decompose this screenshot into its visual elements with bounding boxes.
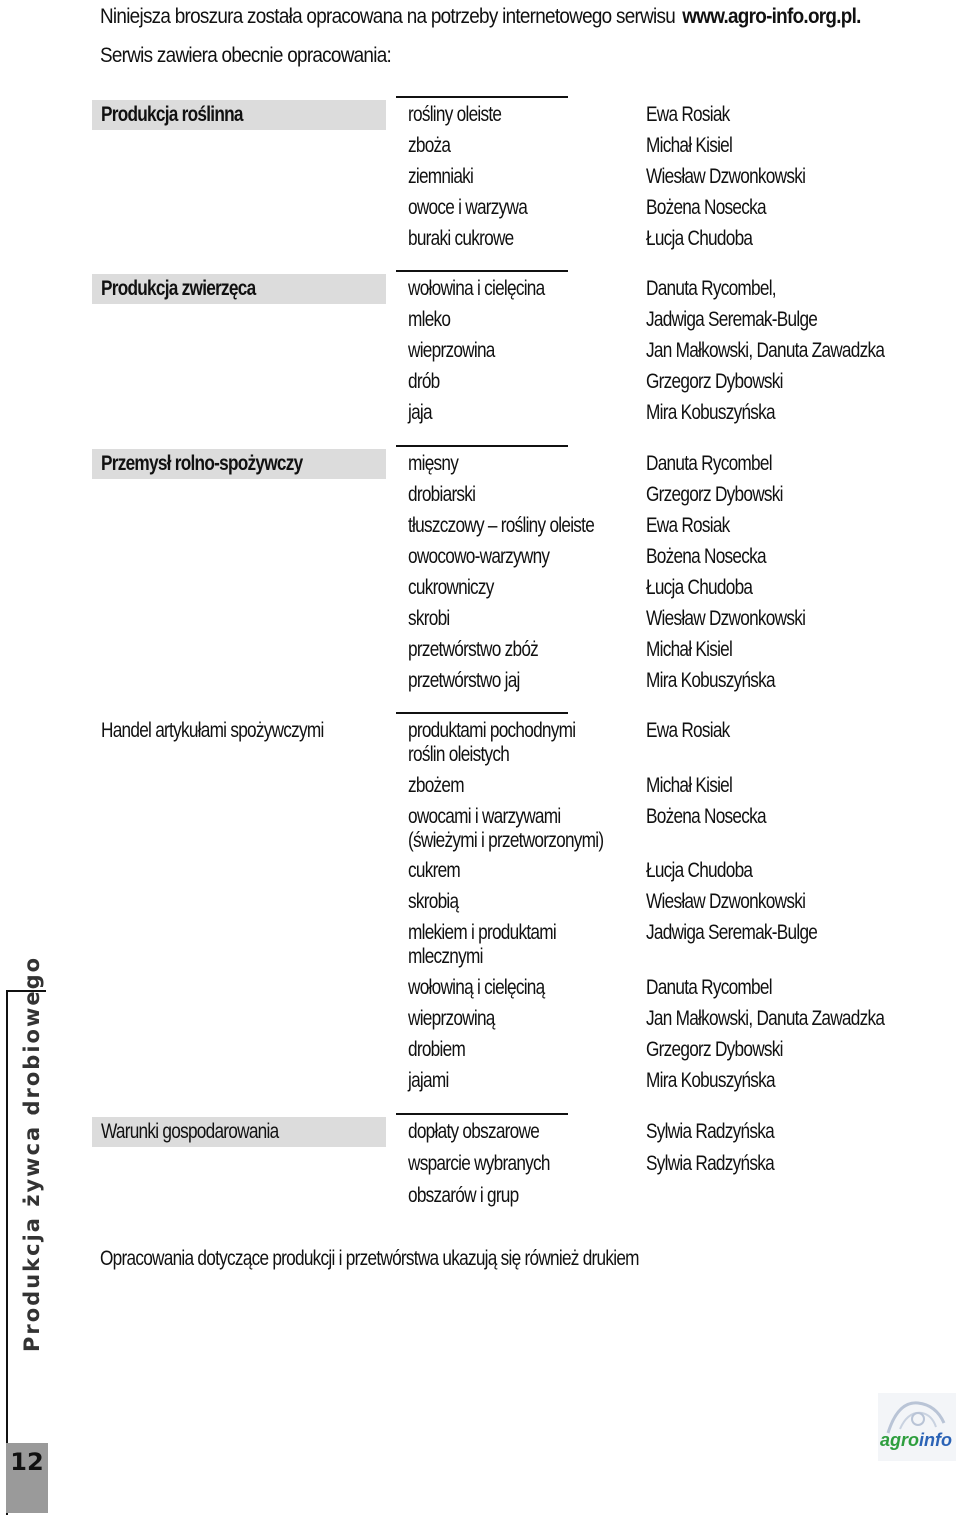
topic-item: dopłaty obszarowe [408, 1120, 540, 1143]
topic-item: mlekiem i produktami mlecznymi [408, 921, 556, 968]
category-label: Produkcja roślinna [101, 103, 243, 126]
topic-item: owocami i warzywami (świeżymi i przetworzonymi) [408, 805, 604, 852]
topic-item: skrobią [408, 890, 459, 913]
author-name: Bożena Nosecka [646, 196, 766, 219]
logo-info-text: info [919, 1430, 953, 1450]
author-name: Mira Kobuszyńska [646, 401, 775, 424]
topic-item: wieprzowiną [408, 1007, 495, 1030]
author-name: Grzegorz Dybowski [646, 1038, 783, 1061]
author-name: Bożena Nosecka [646, 545, 766, 568]
category-label: Produkcja zwierzęca [101, 277, 256, 300]
topic-item: drób [408, 370, 440, 393]
author-name: Ewa Rosiak [646, 514, 730, 537]
topic-item: cukrowniczy [408, 576, 494, 599]
topic-item: wołowiną i cielęciną [408, 976, 545, 999]
author-name: Jadwiga Seremak-Bulge [646, 308, 818, 331]
author-name: Ewa Rosiak [646, 103, 730, 126]
topic-item: wsparcie wybranych [408, 1152, 550, 1175]
topic-item: mleko [408, 308, 451, 331]
section-divider [396, 96, 568, 98]
author-name: Grzegorz Dybowski [646, 483, 783, 506]
author-name: Bożena Nosecka [646, 805, 766, 828]
topic-item: buraki cukrowe [408, 227, 514, 250]
author-name: Mira Kobuszyńska [646, 669, 775, 692]
author-name: Jan Małkowski, Danuta Zawadzka [646, 1007, 885, 1030]
author-name: Wiesław Dzwonkowski [646, 890, 806, 913]
intro-text: Niniejsza broszura została opracowana na potrzeby internetowego serwisu [100, 5, 676, 28]
side-rule [6, 990, 8, 1515]
author-name: Sylwia Radzyńska [646, 1120, 774, 1143]
topic-item: tłuszczowy – rośliny oleiste [408, 514, 595, 537]
topic-item: owoce i warzywa [408, 196, 528, 219]
intro-line-2: Serwis zawiera obecnie opracowania: [100, 44, 392, 67]
topic-item: skrobi [408, 607, 450, 630]
author-name: Łucja Chudoba [646, 227, 753, 250]
topic-item: przetwórstwo zbóż [408, 638, 539, 661]
category-label: Handel artykułami spożywczymi [101, 719, 324, 742]
topic-item: rośliny oleiste [408, 103, 502, 126]
topic-item: zboża [408, 134, 451, 157]
category-label: Warunki gospodarowania [101, 1120, 279, 1143]
author-name: Łucja Chudoba [646, 859, 753, 882]
author-name: Wiesław Dzwonkowski [646, 165, 806, 188]
topic-item: wieprzowina [408, 339, 495, 362]
author-name: Łucja Chudoba [646, 576, 753, 599]
category-label: Przemysł rolno-spożywczy [101, 452, 303, 475]
topic-item: owocowo-warzywny [408, 545, 550, 568]
topic-item: obszarów i grup [408, 1184, 519, 1207]
author-name: Grzegorz Dybowski [646, 370, 783, 393]
author-name: Sylwia Radzyńska [646, 1152, 774, 1175]
site-url-link[interactable]: www.agro-info.org.pl. [682, 5, 861, 28]
author-name: Ewa Rosiak [646, 719, 730, 742]
author-name: Jan Małkowski, Danuta Zawadzka [646, 339, 885, 362]
logo-wordmark [880, 1430, 952, 1451]
topic-item: drobiem [408, 1038, 466, 1061]
topic-item: drobiarski [408, 483, 476, 506]
author-name: Michał Kisiel [646, 774, 733, 797]
print-note: Opracowania dotyczące produkcji i przetwórstwa ukazują się również drukiem [100, 1247, 639, 1270]
author-name: Danuta Rycombel, [646, 277, 776, 300]
section-divider [396, 445, 568, 447]
author-name: Jadwiga Seremak-Bulge [646, 921, 818, 944]
section-divider [396, 1113, 568, 1115]
section-divider [396, 712, 568, 714]
topic-item: jaja [408, 401, 432, 424]
author-name: Mira Kobuszyńska [646, 1069, 775, 1092]
author-name: Wiesław Dzwonkowski [646, 607, 806, 630]
topic-item: przetwórstwo jaj [408, 669, 520, 692]
topic-item: mięsny [408, 452, 459, 475]
author-name: Michał Kisiel [646, 638, 733, 661]
topic-item: jajami [408, 1069, 449, 1092]
topic-item: produktami pochodnymi roślin oleistych [408, 719, 576, 766]
page-number: 12 [10, 1448, 44, 1476]
author-name: Danuta Rycombel [646, 452, 772, 475]
author-name: Danuta Rycombel [646, 976, 772, 999]
side-title: Produkcja żywca drobiowego [20, 955, 44, 1352]
logo-agro-text: agro [880, 1430, 920, 1450]
author-name: Michał Kisiel [646, 134, 733, 157]
topic-item: wołowina i cielęcina [408, 277, 545, 300]
topic-item: ziemniaki [408, 165, 474, 188]
topic-item: cukrem [408, 859, 461, 882]
topic-item: zbożem [408, 774, 464, 797]
intro-line-1 [100, 5, 861, 29]
section-divider [396, 270, 568, 272]
